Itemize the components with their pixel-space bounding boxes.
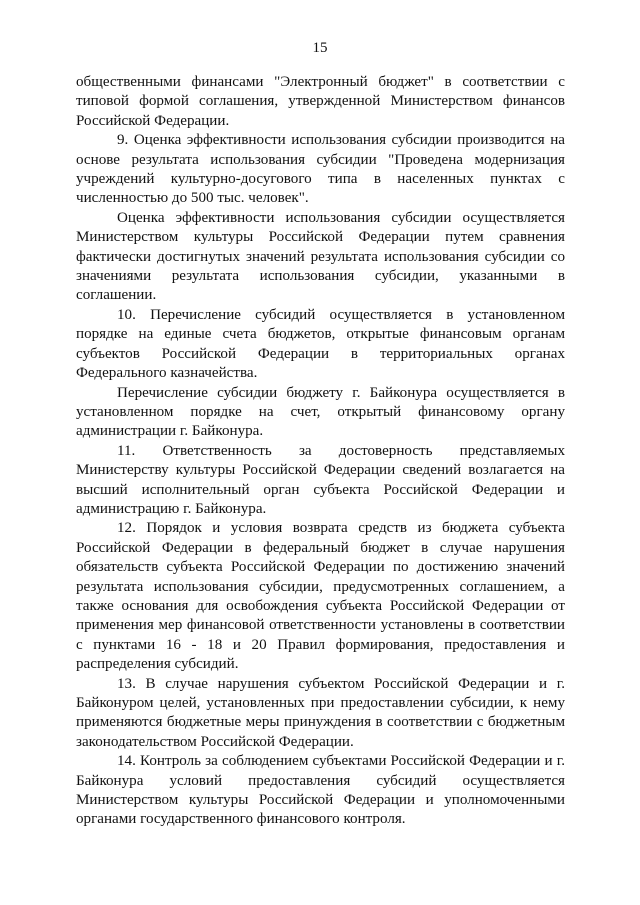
document-body xyxy=(76,73,565,830)
paragraph-item-11: 11. Ответственность за достоверность представляемых Министерству культуры Российской Федерации сведений возлагается на высший исполнительный орган субъекта Российской Федерации и администрацию г. Байконура. xyxy=(76,442,565,517)
paragraph-item-14: 14. Контроль за соблюдением субъектами Российской Федерации и г. Байконура условий предоставления субсидий осуществляется Министерством культуры Российской Федерации и уполномоченными органами государственного финансового контроля. xyxy=(76,753,565,828)
paragraph-continuation: общественными финансами "Электронный бюджет" в соответствии с типовой формой соглашения, утвержденной Министерством финансов Российской Федерации. xyxy=(76,74,565,129)
paragraph-item-13: 13. В случае нарушения субъектом Российской Федерации и г. Байконуром целей, установленных при предоставлении субсидии, к нему применяются бюджетные меры принуждения в соответствии с бюджетным законодательством Российской Федерации. xyxy=(76,675,565,750)
paragraph-item-12: 12. Порядок и условия возврата средств из бюджета субъекта Российской Федерации в федеральный бюджет в случае нарушения обязательств субъекта Российской Федерации по достижению значений результата использования субсидии, предусмотренных соглашением, а также основания для освобождения субъекта Российской Федерации от применения мер финансовой ответственности установлены в соответствии с пунктами 16 - 18 и 20 Правил формирования, предоставления и распределения субсидий. xyxy=(76,520,565,673)
paragraph-evaluation: Оценка эффективности использования субсидии осуществляется Министерством культуры Российской Федерации путем сравнения фактически достигнутых значений результата использования субсидии со значениями результата использования субсидии, указанными в соглашении. xyxy=(76,209,565,304)
paragraph-item-10: 10. Перечисление субсидий осуществляется в установленном порядке на единые счета бюджетов, открытые финансовым органам субъектов Российской Федерации в территориальных органах Федерального казначейства. xyxy=(76,306,565,382)
page-number: 15 xyxy=(312,40,328,56)
paragraph-item-9: 9. Оценка эффективности использования субсидии производится на основе результата использования субсидии "Проведена модернизация учреждений культурно-досугового типа в населенных пунктах с численностью до 500 тыс. человек". xyxy=(76,132,565,207)
paragraph-baikonur-transfer: Перечисление субсидии бюджету г. Байконура осуществляется в установленном порядке на счет, открытый финансовому органу администрации г. Байконура. xyxy=(76,384,565,440)
